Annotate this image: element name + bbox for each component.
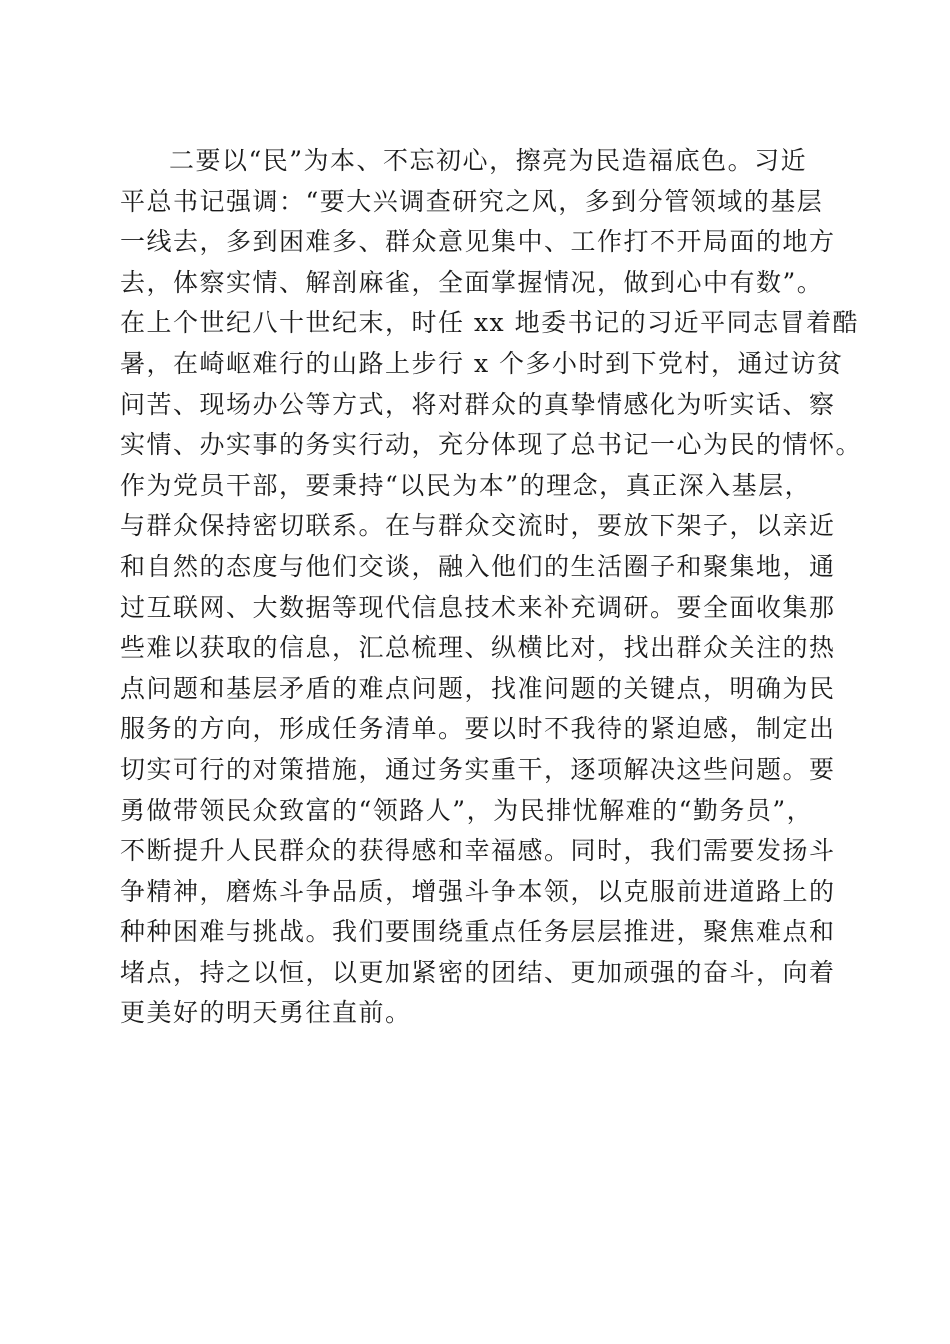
- paragraph-line-6: 暑，在崎岖难行的山路上步行 x 个多小时到下党村，通过访贫: [120, 348, 844, 378]
- paragraph-line-10: 与群众保持密切联系。在与群众交流时，要放下架子，以亲近: [120, 511, 836, 541]
- paragraph-line-22: 更美好的明天勇往直前。: [120, 998, 412, 1028]
- paragraph-line-17: 勇做带领民众致富的“领路人”，为民排忧解难的“勤务员”，: [120, 795, 814, 825]
- paragraph-line-20: 种种困难与挑战。我们要围绕重点任务层层推进，聚焦难点和: [120, 917, 836, 947]
- paragraph-line-8: 实情、办实事的务实行动，充分体现了总书记一心为民的情怀。: [120, 430, 863, 460]
- paragraph-line-2: 平总书记强调：“要大兴调查研究之风，多到分管领域的基层: [120, 186, 824, 216]
- paragraph-line-16: 切实可行的对策措施，通过务实重干，逐项解决这些问题。要: [120, 754, 836, 784]
- paragraph-line-13: 些难以获取的信息，汇总梳理、纵横比对，找出群众关注的热: [120, 633, 836, 663]
- paragraph-line-5: 在上个世纪八十世纪末，时任 xx 地委书记的习近平同志冒着酷: [120, 308, 860, 338]
- paragraph-line-19: 争精神，磨炼斗争品质，增强斗争本领，以克服前进道路上的: [120, 876, 836, 906]
- paragraph-line-12: 过互联网、大数据等现代信息技术来补充调研。要全面收集那: [120, 592, 836, 622]
- paragraph-line-18: 不断提升人民群众的获得感和幸福感。同时，我们需要发扬斗: [120, 836, 836, 866]
- paragraph-line-11: 和自然的态度与他们交谈，融入他们的生活圈子和聚集地，通: [120, 551, 836, 581]
- paragraph-line-4: 去，体察实情、解剖麻雀，全面掌握情况，做到心中有数”。: [120, 267, 824, 297]
- paragraph-line-9: 作为党员干部，要秉持“以民为本”的理念，真正深入基层，: [120, 470, 812, 500]
- paragraph-line-3: 一线去，多到困难多、群众意见集中、工作打不开局面的地方: [120, 227, 836, 257]
- paragraph-line-21: 堵点，持之以恒，以更加紧密的团结、更加顽强的奋斗，向着: [120, 957, 836, 987]
- paragraph-line-7: 问苦、现场办公等方式，将对群众的真挚情感化为听实话、察: [120, 389, 836, 419]
- paragraph-line-15: 服务的方向，形成任务清单。要以时不我待的紧迫感，制定出: [120, 714, 836, 744]
- paragraph-line-1: 二要以“民”为本、不忘初心，擦亮为民造福底色。习近: [169, 146, 808, 175]
- body-paragraph: [120, 141, 863, 1034]
- paragraph-line-14: 点问题和基层矛盾的难点问题，找准问题的关键点，明确为民: [120, 673, 836, 703]
